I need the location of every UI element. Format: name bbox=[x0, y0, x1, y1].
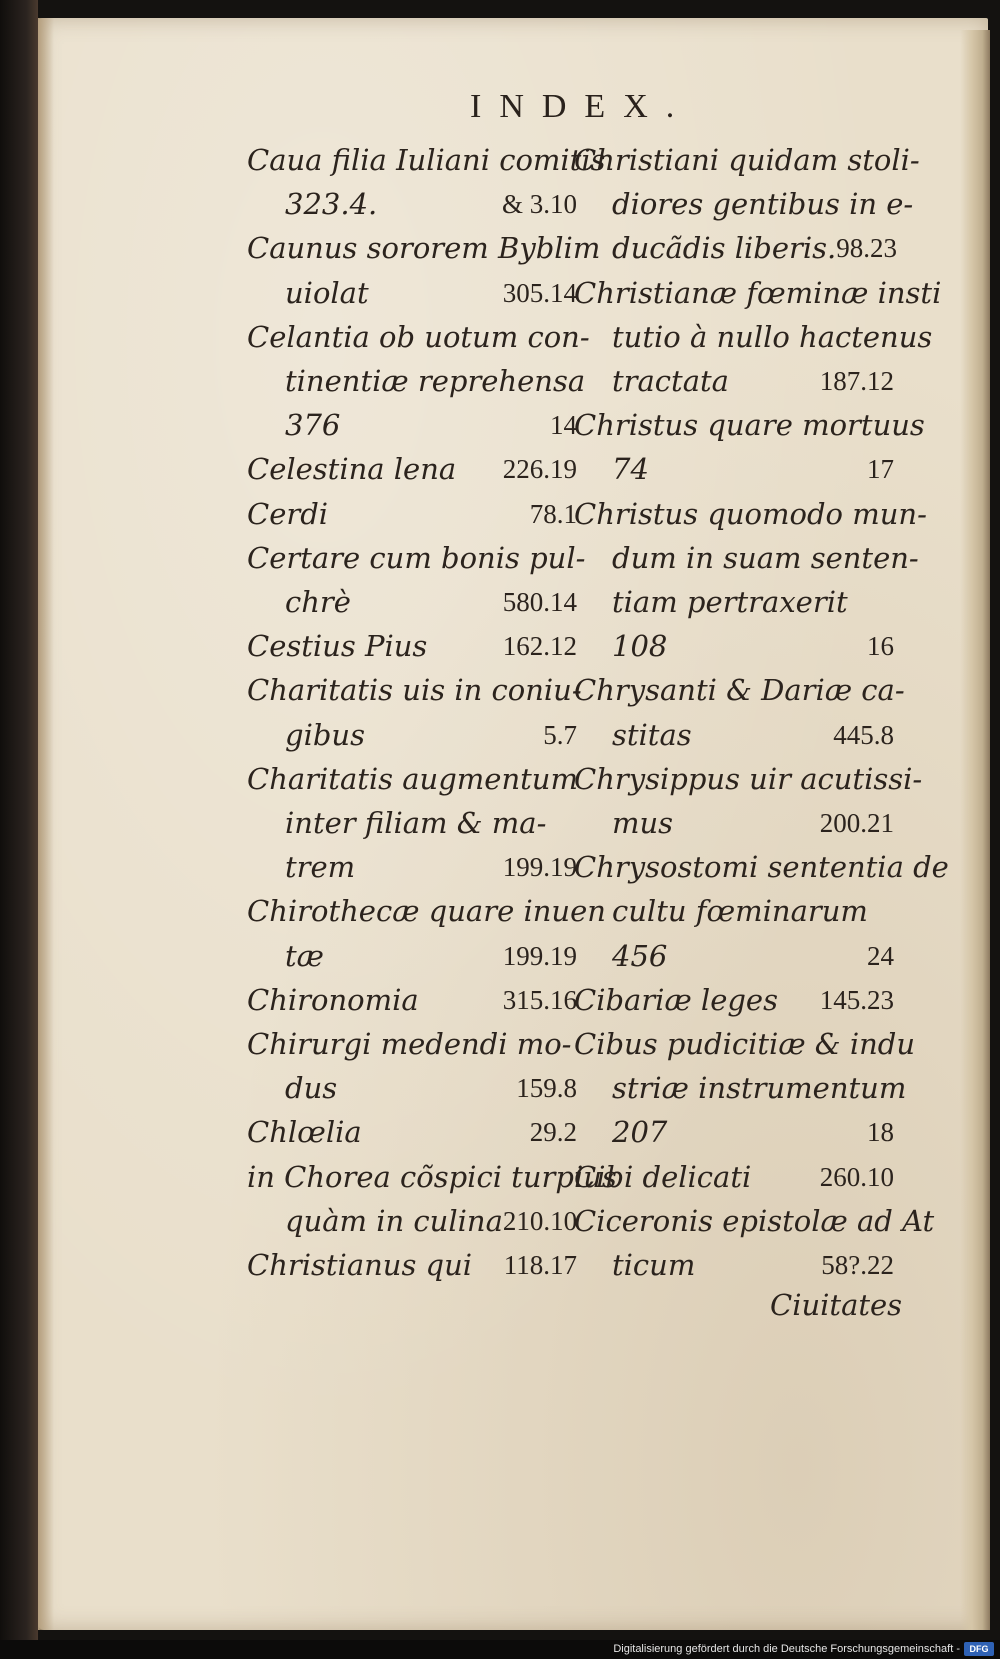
entry-headword-line bbox=[247, 1155, 617, 1199]
page-reference: 16 bbox=[867, 631, 894, 662]
entry-text: Certare cum bonis pul- bbox=[247, 540, 586, 575]
index-entry bbox=[247, 757, 577, 890]
index-entry bbox=[247, 226, 601, 314]
entry-text: Chlœlia bbox=[247, 1115, 362, 1150]
entry-continuation-line bbox=[574, 713, 894, 757]
entry-text: Ciceronis epistolæ ad At bbox=[574, 1203, 935, 1238]
entry-continuation-line bbox=[247, 1199, 577, 1243]
entry-headword-line bbox=[574, 492, 927, 536]
page-reference: 98.23 bbox=[836, 233, 897, 264]
entry-headword-line bbox=[574, 1155, 894, 1199]
entry-continuation-line bbox=[574, 1110, 894, 1154]
entry-headword-line bbox=[574, 845, 949, 889]
entry-continuation-line bbox=[247, 580, 577, 624]
index-entry bbox=[574, 492, 927, 669]
index-entry bbox=[574, 845, 949, 978]
entry-text: Chirothecæ quare inuen bbox=[247, 894, 606, 929]
entry-continuation-line bbox=[247, 845, 577, 889]
page-reference: 445.8 bbox=[833, 719, 894, 750]
entry-continuation-line bbox=[247, 271, 577, 315]
entry-headword-line bbox=[247, 138, 606, 182]
entry-continuation-line bbox=[574, 1066, 907, 1110]
page-reference: 162.12 bbox=[502, 631, 577, 662]
page-reference: 580.14 bbox=[502, 587, 577, 618]
entry-headword-line bbox=[574, 978, 894, 1022]
entry-continuation-line bbox=[574, 580, 894, 624]
index-entry bbox=[574, 978, 894, 1022]
index-column-right bbox=[574, 138, 949, 1287]
entry-text: cultu fœminarum bbox=[612, 894, 868, 929]
entry-continuation-line bbox=[574, 226, 897, 270]
page-reference: 18 bbox=[867, 1117, 894, 1148]
entry-text: Chrysostomi sententia de bbox=[574, 850, 949, 885]
entry-text: tutio à nullo hactenus bbox=[612, 319, 933, 354]
entry-headword-line bbox=[247, 226, 601, 270]
entry-text: Cerdi bbox=[247, 496, 329, 531]
entry-text: 108 bbox=[612, 629, 668, 664]
entry-continuation-line bbox=[247, 359, 586, 403]
entry-continuation-line bbox=[247, 1066, 577, 1110]
entry-text: Celestina lena bbox=[247, 452, 457, 487]
entry-text: Christianus qui bbox=[247, 1248, 473, 1283]
page-reference: 305.14 bbox=[502, 277, 577, 308]
entry-headword-line bbox=[247, 1243, 577, 1287]
entry-headword-line bbox=[574, 757, 923, 801]
binding-board bbox=[0, 0, 38, 1640]
entry-text: striæ instrumentum bbox=[612, 1071, 907, 1106]
entry-text: in Chorea cõspici turpius bbox=[247, 1159, 617, 1194]
entry-headword-line bbox=[574, 403, 925, 447]
entry-headword-line bbox=[247, 536, 586, 580]
page-reference: 200.21 bbox=[819, 808, 894, 839]
entry-text: tinentiæ reprehensa bbox=[285, 364, 586, 399]
entry-text: chrè bbox=[285, 585, 351, 620]
page-reference: 29.2 bbox=[529, 1117, 577, 1148]
entry-continuation-line bbox=[574, 182, 914, 226]
index-entry bbox=[247, 1243, 577, 1287]
entry-text: tæ bbox=[285, 938, 324, 973]
entry-text: tractata bbox=[612, 364, 729, 399]
page-reference: 24 bbox=[867, 940, 894, 971]
entry-continuation-line bbox=[574, 801, 894, 845]
entry-text: ducãdis liberis. bbox=[612, 231, 837, 266]
page-reference: 159.8 bbox=[516, 1073, 577, 1104]
index-entry bbox=[574, 271, 942, 404]
page-reference: 5.7 bbox=[543, 719, 577, 750]
entry-text: Chironomia bbox=[247, 982, 419, 1017]
page-gutter-shadow bbox=[38, 18, 54, 1630]
entry-headword-line bbox=[247, 889, 606, 933]
entry-continuation-line bbox=[247, 182, 577, 226]
index-entry bbox=[247, 668, 582, 756]
index-entry bbox=[574, 1155, 894, 1199]
entry-text: dum in suam senten- bbox=[612, 540, 919, 575]
entry-headword-line bbox=[247, 315, 590, 359]
entry-headword-line bbox=[247, 447, 577, 491]
entry-text: Christus quare mortuus bbox=[574, 408, 925, 443]
page-reference: 315.16 bbox=[502, 984, 577, 1015]
catchword: Ciuitates bbox=[770, 1288, 903, 1322]
page-reference: 210.10 bbox=[502, 1205, 578, 1236]
index-entry bbox=[247, 624, 577, 668]
footer-credit: Digitalisierung gefördert durch die Deutsche Forschungsgemeinschaft - bbox=[613, 1643, 960, 1655]
entry-headword-line bbox=[247, 1110, 577, 1154]
entry-text: Chirurgi medendi mo- bbox=[247, 1027, 572, 1062]
entry-headword-line bbox=[247, 668, 582, 712]
entry-text: dus bbox=[285, 1071, 338, 1106]
entry-continuation-line bbox=[574, 447, 894, 491]
entry-text: Cibi delicati bbox=[574, 1159, 752, 1194]
dfg-logo: DFG bbox=[964, 1642, 994, 1656]
entry-headword-line bbox=[574, 271, 942, 315]
index-entry bbox=[247, 978, 577, 1022]
entry-text: mus bbox=[612, 806, 674, 841]
index-entry bbox=[247, 492, 577, 536]
index-entry bbox=[247, 1022, 577, 1110]
page-reference: 118.17 bbox=[503, 1250, 577, 1281]
index-entry bbox=[247, 447, 577, 491]
entry-text: 456 bbox=[612, 938, 668, 973]
index-entry bbox=[247, 889, 606, 977]
entry-text: gibus bbox=[285, 717, 365, 752]
entry-text: diores gentibus in e- bbox=[612, 187, 914, 222]
entry-text: uiolat bbox=[285, 275, 369, 310]
index-entry bbox=[247, 315, 590, 448]
index-column-left bbox=[247, 138, 617, 1287]
entry-text: stitas bbox=[612, 717, 692, 752]
entry-text: Christianæ fœminæ insti bbox=[574, 275, 942, 310]
entry-headword-line bbox=[574, 668, 905, 712]
entry-continuation-line bbox=[574, 1243, 894, 1287]
entry-headword-line bbox=[574, 1199, 935, 1243]
entry-continuation-line bbox=[574, 536, 919, 580]
entry-continuation-line bbox=[574, 889, 894, 933]
page-reference: 14 bbox=[550, 410, 577, 441]
page-reference: & 3.10 bbox=[501, 189, 577, 220]
index-entry bbox=[574, 1022, 916, 1155]
entry-text: Chrysanti & Dariæ ca- bbox=[574, 673, 905, 708]
entry-text: Cibariæ leges bbox=[574, 982, 778, 1017]
entry-headword-line bbox=[247, 978, 577, 1022]
entry-text: quàm in culina bbox=[285, 1203, 503, 1238]
entry-text: Chrysippus uir acutissi- bbox=[574, 761, 923, 796]
entry-text: Charitatis uis in coniu- bbox=[247, 673, 582, 708]
index-entry bbox=[247, 1110, 577, 1154]
entry-continuation-line bbox=[574, 624, 894, 668]
entry-text: 376 bbox=[285, 408, 341, 443]
page-reference: 260.10 bbox=[819, 1161, 894, 1192]
page-header: INDEX. bbox=[470, 88, 693, 125]
page-reference: 187.12 bbox=[819, 366, 894, 397]
page-edge bbox=[960, 30, 990, 1630]
entry-text: ticum bbox=[612, 1248, 696, 1283]
entry-continuation-line bbox=[247, 934, 577, 978]
page-reference: 78.1 bbox=[529, 498, 577, 529]
page-reference: 199.19 bbox=[502, 852, 577, 883]
entry-text: Christiani quidam stoli- bbox=[574, 143, 920, 177]
entry-continuation-line bbox=[574, 359, 894, 403]
entry-text: Caunus sororem Byblim bbox=[247, 231, 601, 266]
page-reference: 226.19 bbox=[502, 454, 577, 485]
entry-continuation-line bbox=[574, 315, 933, 359]
index-entry bbox=[247, 536, 586, 624]
entry-text: 323.4. bbox=[285, 187, 378, 222]
entry-text: Celantia ob uotum con- bbox=[247, 319, 590, 354]
entry-text: 207 bbox=[612, 1115, 668, 1150]
index-entry bbox=[574, 403, 925, 491]
page-reference: 199.19 bbox=[502, 940, 577, 971]
entry-text: Christus quomodo mun- bbox=[574, 496, 927, 531]
entry-headword-line bbox=[574, 138, 920, 182]
entry-headword-line bbox=[247, 1022, 577, 1066]
entry-text: Cestius Pius bbox=[247, 629, 428, 664]
entry-text: Cibus pudicitiæ & indu bbox=[574, 1027, 916, 1062]
entry-continuation-line bbox=[247, 801, 577, 845]
entry-headword-line bbox=[574, 1022, 916, 1066]
index-entry bbox=[247, 1155, 617, 1243]
index-entry bbox=[574, 138, 920, 271]
entry-text: 74 bbox=[612, 452, 649, 487]
page-reference: 17 bbox=[867, 454, 894, 485]
index-entry bbox=[574, 757, 923, 845]
entry-text: inter filiam & ma- bbox=[285, 806, 547, 841]
entry-continuation-line bbox=[574, 934, 894, 978]
entry-continuation-line bbox=[247, 403, 577, 447]
page-reference: 58?.22 bbox=[821, 1250, 894, 1281]
entry-headword-line bbox=[247, 757, 577, 801]
entry-headword-line bbox=[247, 624, 577, 668]
index-entry bbox=[574, 668, 905, 756]
entry-text: tiam pertraxerit bbox=[612, 585, 848, 620]
entry-text: Charitatis augmentum bbox=[247, 761, 578, 796]
page-reference: 145.23 bbox=[819, 984, 894, 1015]
entry-text: Caua filia Iuliani comitis bbox=[247, 143, 606, 177]
index-entry bbox=[247, 138, 606, 226]
index-entry bbox=[574, 1199, 935, 1287]
entry-text: trem bbox=[285, 850, 356, 885]
entry-continuation-line bbox=[247, 713, 577, 757]
entry-headword-line bbox=[247, 492, 577, 536]
